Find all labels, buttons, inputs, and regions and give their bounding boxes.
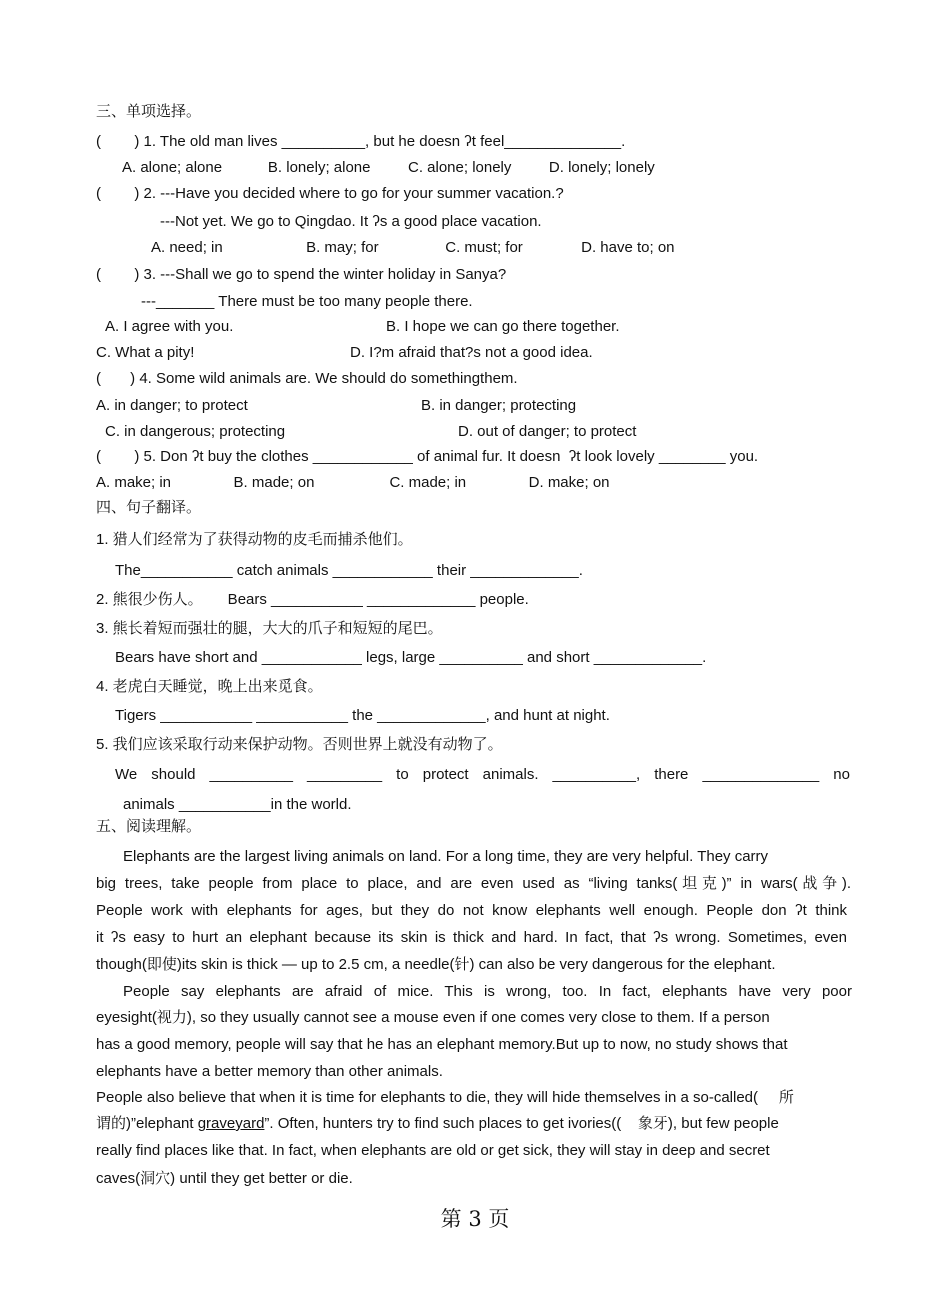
graveyard-underlined-word: graveyard: [197, 1115, 265, 1132]
question-4-option-c: C. in dangerous; protecting: [105, 423, 286, 440]
question-4-option-d: D. out of danger; to protect: [458, 423, 637, 440]
question-3-option-b: B. I hope we can go there together.: [386, 318, 620, 335]
passage-p1-line-1: Elephants are the largest living animals on land. For a long time, they are very helpful. They carry: [123, 848, 769, 865]
translation-3-chinese: 3. 熊长着短而强壮的腿，大大的爪子和短短的尾巴。: [96, 620, 443, 637]
question-3-option-d: D. I?m afraid that?s not a good idea.: [350, 344, 593, 361]
translation-5-chinese: 5. 我们应该采取行动来保护动物。否则世界上就没有动物了。: [96, 736, 503, 753]
question-1-stem: ( ) 1. The old man lives __________, but he doesn ʔt feel______________.: [96, 133, 626, 150]
question-4-option-b: B. in danger; protecting: [421, 397, 577, 414]
passage-p1-line-5: though(即使)its skin is thick — up to 2.5 cm, a needle(针) can also be very dangerous for the elephant.: [96, 956, 776, 973]
passage-p1-line-4: it ʔs easy to hurt an elephant because its skin is thick and hard. In fact, that ʔs wrong. Sometimes, even: [96, 929, 847, 946]
question-2-options: A. need; in B. may; for C. must; for D. have to; on: [151, 239, 675, 256]
question-5-stem: ( ) 5. Don ʔt buy the clothes ____________ of animal fur. It doesn ʔt look lovely ________ you.: [96, 448, 759, 465]
question-2-stem: ( ) 2. ---Have you decided where to go for your summer vacation.?: [96, 185, 564, 202]
question-3-option-a: A. I agree with you.: [105, 318, 234, 335]
section-5-heading: 五、阅读理解。: [96, 818, 202, 835]
page-number: 第 3 页: [440, 1207, 510, 1231]
passage-p3-line-2-end: ”. Often, hunters try to find such places to get ivories(( 象牙), but few people: [264, 1115, 779, 1132]
question-4-option-a: A. in danger; to protect: [96, 397, 248, 414]
passage-p2-line-4: elephants have a better memory than other animals.: [96, 1063, 443, 1080]
translation-1-english: The___________ catch animals ____________ their _____________.: [115, 562, 583, 579]
passage-p3-line-3: really find places like that. In fact, when elephants are old or get sick, they will stay in deep and secret: [96, 1142, 770, 1159]
passage-p3-line-2-start: 谓的)”elephant: [96, 1115, 198, 1132]
question-3-answer: ---_______ There must be too many people there.: [141, 293, 473, 310]
question-1-options: A. alone; alone B. lonely; alone C. alone; lonely D. lonely; lonely: [122, 159, 655, 176]
passage-p2-line-3: has a good memory, people will say that he has an elephant memory.But up to now, no study shows that: [96, 1036, 788, 1053]
section-4-heading: 四、句子翻译。: [96, 499, 202, 516]
translation-5-english-line-2: animals ___________in the world.: [123, 796, 352, 813]
passage-p2-line-1: People say elephants are afraid of mice. This is wrong, too. In fact, elephants have very poor: [123, 983, 852, 1000]
translation-5-english-line-1: We should __________ _________ to protect animals. __________, there ______________ no: [115, 766, 850, 783]
question-2-answer: ---Not yet. We go to Qingdao. It ʔs a good place vacation.: [160, 213, 542, 230]
passage-p3-line-1: People also believe that when it is time for elephants to die, they will hide themselves in a so-called( 所: [96, 1089, 794, 1106]
passage-p1-line-2: big trees, take people from place to place, and are even used as “living tanks(坦克)” in wars(战争).: [96, 875, 851, 892]
translation-1-chinese: 1. 猎人们经常为了获得动物的皮毛而捕杀他们。: [96, 531, 413, 548]
question-3-stem: ( ) 3. ---Shall we go to spend the winter holiday in Sanya?: [96, 266, 507, 283]
question-5-options: A. make; in B. made; on C. made; in D. make; on: [96, 474, 610, 491]
translation-2: 2. 熊很少伤人。 Bears ___________ _____________ people.: [96, 591, 529, 608]
translation-4-english: Tigers ___________ ___________ the _____________, and hunt at night.: [115, 707, 610, 724]
passage-p3-line-4: caves(洞穴) until they get better or die.: [96, 1170, 353, 1187]
question-4-stem: ( ) 4. Some wild animals are. We should do somethingthem.: [96, 370, 518, 387]
passage-p3-line-2: [96, 1114, 779, 1134]
section-3-heading: 三、单项选择。: [96, 103, 202, 120]
translation-3-english: Bears have short and ____________ legs, large __________ and short _____________.: [115, 649, 707, 666]
translation-4-chinese: 4. 老虎白天睡觉，晚上出来觅食。: [96, 678, 323, 695]
passage-p2-line-2: eyesight(视力), so they usually cannot see a mouse even if one comes very close to them. If a person: [96, 1009, 770, 1026]
passage-p1-line-3: People work with elephants for ages, but they do not know elephants well enough. People don ʔt think: [96, 902, 847, 919]
question-3-option-c: C. What a pity!: [96, 344, 195, 361]
